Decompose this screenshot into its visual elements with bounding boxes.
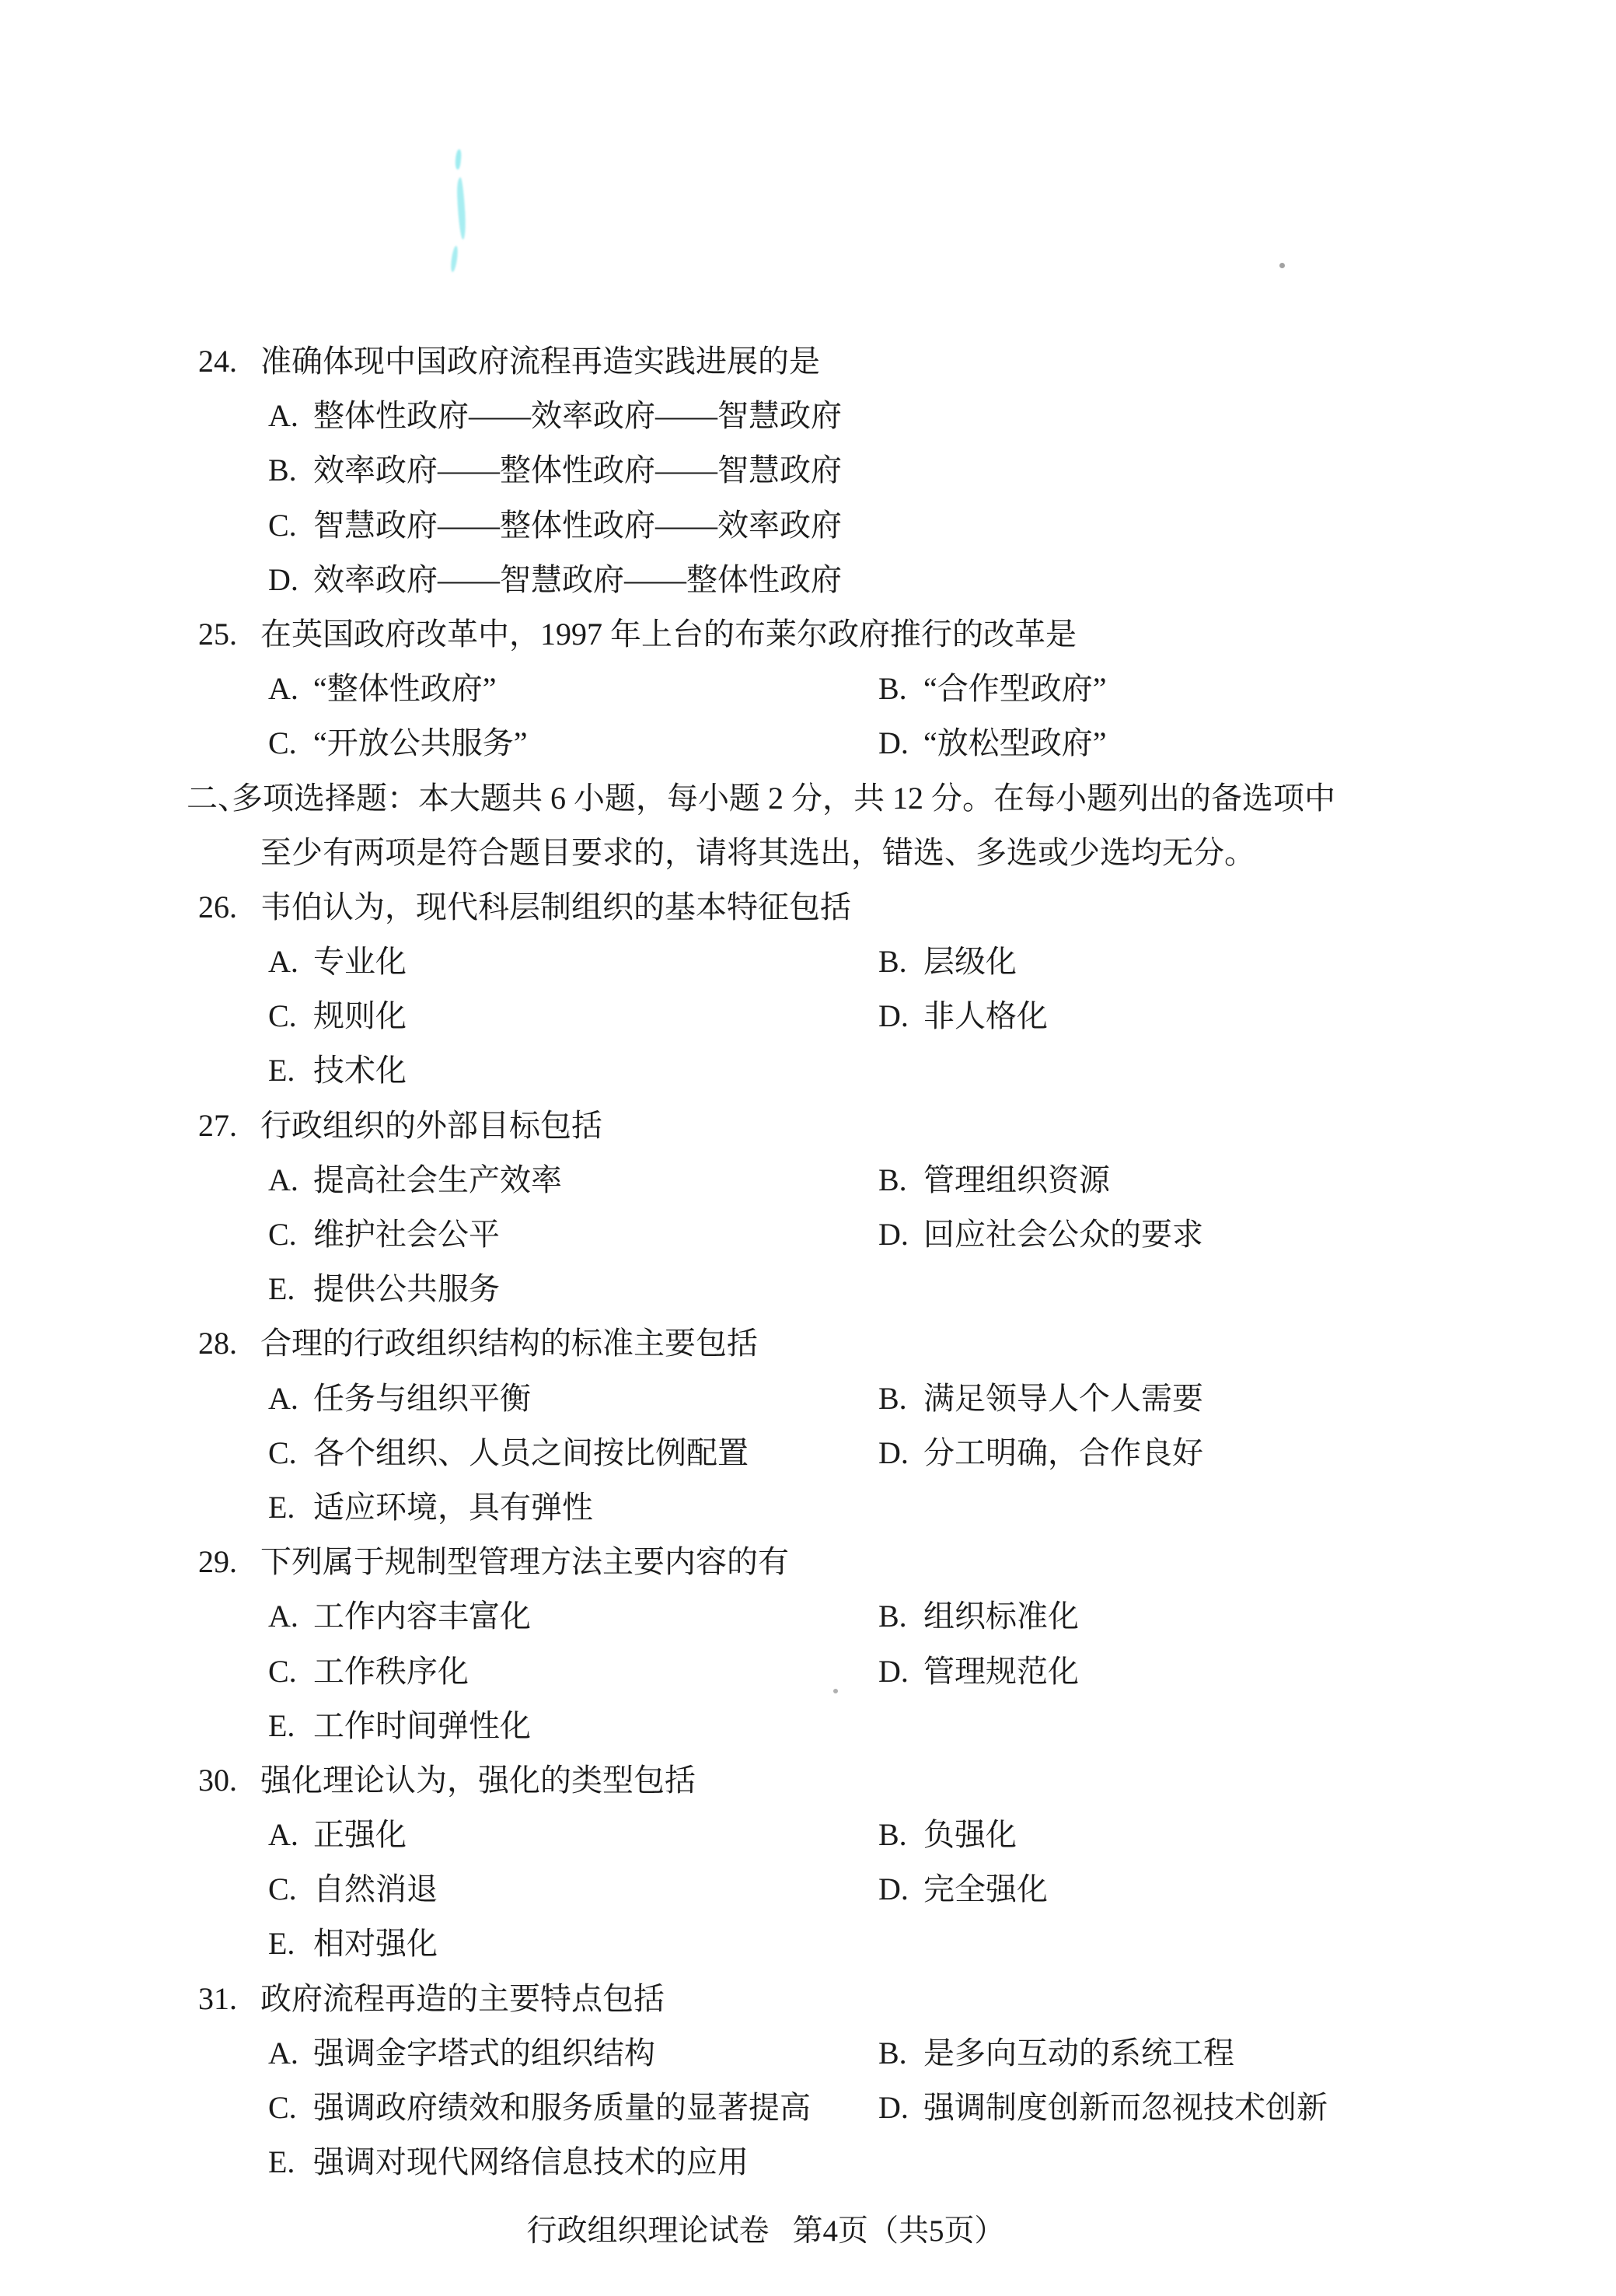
option-26-A: A. 专业化	[268, 944, 407, 980]
question-26-option-row	[187, 989, 1461, 1043]
question-27-option-row	[187, 1207, 1461, 1262]
page-footer	[0, 2207, 1531, 2250]
section-2-instructions-2: 至少有两项是符合题目要求的，请将其选出，错选、多选或少选均无分。	[260, 834, 1255, 870]
section-2-numeral: 二、	[187, 780, 249, 816]
question-28-number: 28.	[198, 1326, 237, 1361]
question-29-option-row	[187, 1644, 1461, 1699]
option-28-E: E. 适应环境，具有弹性	[268, 1489, 593, 1525]
scan-artifact-cyan-mark	[450, 246, 459, 273]
question-29-number: 29.	[198, 1544, 237, 1580]
question-25-text: 在英国政府改革中，1997 年上台的布莱尔政府推行的改革是	[260, 616, 1077, 652]
question-29-stem	[187, 1535, 1461, 1589]
question-26-text: 韦伯认为，现代科层制组织的基本特征包括	[260, 889, 851, 924]
question-28-stem	[187, 1316, 1461, 1371]
question-24-option-row	[187, 553, 1461, 607]
question-24-option-row	[187, 389, 1461, 443]
question-27-option-row	[187, 1153, 1461, 1207]
question-28-option-row	[187, 1372, 1461, 1426]
scan-artifact-cyan-mark	[455, 149, 462, 170]
option-27-E: E. 提供公共服务	[268, 1271, 500, 1307]
option-24-B: B. 效率政府——整体性政府——智慧政府	[268, 453, 842, 488]
option-29-A: A. 工作内容丰富化	[268, 1599, 531, 1634]
option-31-C: C. 强调政府绩效和服务质量的显著提高	[268, 2090, 811, 2125]
question-31-number: 31.	[198, 1980, 237, 2016]
question-30-option-row	[187, 1917, 1461, 1971]
option-28-D: D. 分工明确，合作良好	[878, 1435, 1203, 1470]
question-24-option-row	[187, 498, 1461, 553]
option-27-B: B. 管理组织资源	[878, 1162, 1110, 1197]
option-30-E: E. 相对强化	[268, 1926, 438, 1962]
question-27-number: 27.	[198, 1107, 237, 1143]
question-24-stem	[187, 334, 1461, 389]
option-30-A: A. 正强化	[268, 1817, 407, 1853]
question-27-option-row	[187, 1262, 1461, 1316]
question-26-number: 26.	[198, 889, 237, 924]
option-30-C: C. 自然消退	[268, 1871, 438, 1907]
question-25-option-row	[187, 662, 1461, 716]
question-29-text: 下列属于规制型管理方法主要内容的有	[260, 1544, 789, 1580]
question-26-option-row	[187, 935, 1461, 989]
option-29-C: C. 工作秩序化	[268, 1653, 469, 1689]
exam-body	[187, 334, 1461, 2189]
option-30-B: B. 负强化	[878, 1817, 1017, 1853]
scan-artifact-speck	[1279, 263, 1285, 268]
option-31-D: D. 强调制度创新而忽视技术创新	[878, 2090, 1328, 2125]
question-25-stem	[187, 607, 1461, 662]
option-28-C: C. 各个组织、人员之间按比例配置	[268, 1435, 749, 1470]
option-31-E: E. 强调对现代网络信息技术的应用	[268, 2144, 749, 2180]
question-29-option-row	[187, 1589, 1461, 1644]
option-29-E: E. 工作时间弹性化	[268, 1707, 531, 1743]
option-26-B: B. 层级化	[878, 944, 1017, 980]
option-25-D: D. “放松型政府”	[878, 725, 1107, 761]
option-26-C: C. 规则化	[268, 998, 407, 1034]
question-31-option-row	[187, 2026, 1461, 2081]
option-26-E: E. 技术化	[268, 1053, 407, 1089]
option-28-B: B. 满足领导人个人需要	[878, 1380, 1203, 1416]
question-29-option-row	[187, 1699, 1461, 1753]
option-25-A: A. “整体性政府”	[268, 671, 497, 707]
footer-page-number: 第4页（共5页）	[792, 2214, 1005, 2248]
option-29-B: B. 组织标准化	[878, 1599, 1079, 1634]
question-24-number: 24.	[198, 344, 237, 379]
question-30-option-row	[187, 1862, 1461, 1917]
option-24-C: C. 智慧政府——整体性政府——效率政府	[268, 507, 842, 543]
option-27-A: A. 提高社会生产效率	[268, 1162, 562, 1197]
question-30-number: 30.	[198, 1762, 237, 1798]
question-27-text: 行政组织的外部目标包括	[260, 1107, 602, 1143]
option-31-B: B. 是多向互动的系统工程	[878, 2035, 1234, 2071]
option-27-C: C. 维护社会公平	[268, 1217, 500, 1252]
option-30-D: D. 完全强化	[878, 1871, 1048, 1907]
question-26-stem	[187, 880, 1461, 935]
question-24-text: 准确体现中国政府流程再造实践进展的是	[260, 344, 820, 379]
question-28-option-row	[187, 1426, 1461, 1480]
question-30-text: 强化理论认为，强化的类型包括	[260, 1762, 696, 1798]
question-30-stem	[187, 1753, 1461, 1808]
option-29-D: D. 管理规范化	[878, 1653, 1079, 1689]
question-26-option-row	[187, 1043, 1461, 1098]
question-25-number: 25.	[198, 616, 237, 652]
option-25-B: B. “合作型政府”	[878, 671, 1107, 707]
question-31-option-row	[187, 2081, 1461, 2135]
section-2-instructions-1: 多项选择题：本大题共 6 小题，每小题 2 分，共 12 分。在每小题列出的备选项中	[232, 780, 1335, 816]
option-26-D: D. 非人格化	[878, 998, 1048, 1034]
option-31-A: A. 强调金字塔式的组织结构	[268, 2035, 655, 2071]
footer-exam-title: 行政组织理论试卷	[526, 2214, 770, 2248]
question-31-stem	[187, 1972, 1461, 2026]
question-24-option-row	[187, 443, 1461, 498]
option-28-A: A. 任务与组织平衡	[268, 1380, 531, 1416]
section-2-header-line1	[187, 771, 1461, 826]
question-25-option-row	[187, 716, 1461, 771]
question-30-option-row	[187, 1808, 1461, 1862]
question-28-text: 合理的行政组织结构的标准主要包括	[260, 1326, 758, 1361]
option-25-C: C. “开放公共服务”	[268, 725, 528, 761]
scan-artifact-cyan-mark	[456, 177, 466, 239]
question-31-option-row	[187, 2135, 1461, 2189]
option-27-D: D. 回应社会公众的要求	[878, 1217, 1203, 1252]
question-31-text: 政府流程再造的主要特点包括	[260, 1980, 665, 2016]
question-27-stem	[187, 1099, 1461, 1153]
question-28-option-row	[187, 1480, 1461, 1535]
option-24-A: A. 整体性政府——效率政府——智慧政府	[268, 398, 842, 434]
option-24-D: D. 效率政府——智慧政府——整体性政府	[268, 561, 842, 597]
section-2-header-line2	[187, 826, 1461, 880]
